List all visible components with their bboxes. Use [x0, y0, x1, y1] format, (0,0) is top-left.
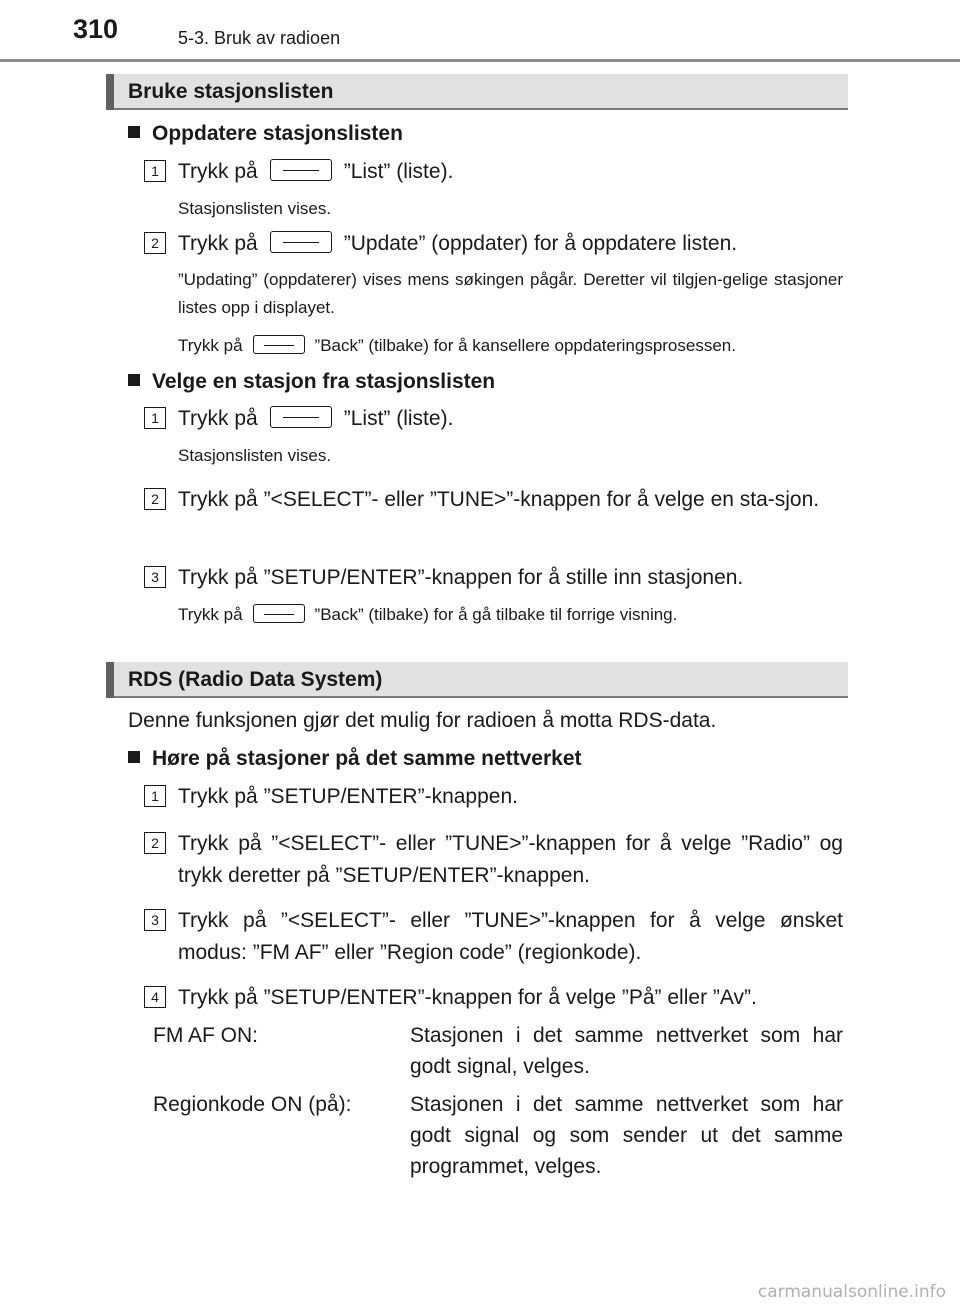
step-number: 1 [144, 160, 166, 182]
subheading-same-network [128, 747, 582, 771]
definition-term: FM AF ON: [153, 1024, 258, 1047]
section-bar-rds [106, 662, 848, 698]
section-title: Bruke stasjonslisten [128, 80, 334, 103]
step-text-pre: Trykk på [178, 160, 258, 183]
section-accent [106, 662, 114, 698]
note-text-post: ”Back” (tilbake) for å gå tilbake til forrige visning. [314, 605, 678, 624]
section-bar-station-list [106, 74, 848, 110]
step-text [178, 403, 843, 435]
step-number: 1 [144, 407, 166, 429]
step-note-back [178, 601, 843, 629]
watermark: carmanualsonline.info [757, 1282, 946, 1302]
rds-intro: Denne funksjonen gjør det mulig for radioen å motta RDS-data. [128, 709, 717, 732]
step-text-pre: Trykk på [178, 232, 258, 255]
step-note: ”Updating” (oppdaterer) vises mens søkingen pågår. Deretter vil tilgjen-gelige stasjoner listes opp i displayet. [178, 270, 843, 317]
step-text: Trykk på ”<SELECT”- eller ”TUNE>”-knappen for å velge en sta-sjon. [178, 488, 820, 511]
page-number: 310 [73, 14, 119, 44]
step-text [178, 228, 843, 260]
definition-term: Regionkode ON (på): [153, 1093, 352, 1116]
step-number: 3 [144, 566, 166, 588]
step-text: Trykk på ”<SELECT”- eller ”TUNE>”-knappen for å velge ”Radio” og trykk deretter på ”SETUP/ENTER”-knappen. [178, 832, 843, 887]
step-note: Stasjonslisten vises. [178, 199, 332, 218]
header-divider [0, 59, 960, 62]
button-icon [253, 335, 305, 354]
step-text: Trykk på ”SETUP/ENTER”-knappen for å velge ”På” eller ”Av”. [178, 986, 757, 1009]
step-text-pre: Trykk på [178, 407, 258, 430]
step-text: Trykk på ”SETUP/ENTER”-knappen for å stille inn stasjonen. [178, 566, 744, 589]
step-number: 2 [144, 488, 166, 510]
subheading-select-station [128, 370, 495, 394]
step-note: Stasjonslisten vises. [178, 446, 332, 465]
button-icon [253, 604, 305, 623]
subheading-text: Høre på stasjoner på det samme nettverket [152, 747, 582, 770]
step-number: 2 [144, 832, 166, 854]
step-number: 4 [144, 986, 166, 1008]
subheading-text: Oppdatere stasjonslisten [152, 122, 403, 145]
chapter-title: 5-3. Bruk av radioen [178, 28, 341, 48]
square-bullet-icon [128, 751, 140, 763]
square-bullet-icon [128, 126, 140, 138]
definition-description: Stasjonen i det samme nettverket som har godt signal og som sender ut det samme programmet, velges. [410, 1093, 843, 1178]
step-text: Trykk på ”<SELECT”- eller ”TUNE>”-knappen for å velge ønsket modus: ”FM AF” eller ”Region code” (regionkode). [178, 909, 843, 964]
button-icon [270, 159, 332, 181]
definition-description: Stasjonen i det samme nettverket som har godt signal, velges. [410, 1024, 843, 1078]
step-text-post: ”List” (liste). [343, 407, 454, 430]
step-text [178, 156, 843, 188]
step-text-post: ”Update” (oppdater) for å oppdatere listen. [343, 232, 738, 255]
note-text-post: ”Back” (tilbake) for å kansellere oppdateringsprosessen. [314, 336, 736, 355]
step-number: 3 [144, 909, 166, 931]
section-accent [106, 74, 114, 110]
button-icon [270, 231, 332, 253]
subheading-update-list [128, 122, 403, 146]
note-text-pre: Trykk på [178, 605, 243, 624]
step-text-post: ”List” (liste). [343, 160, 454, 183]
button-icon [270, 406, 332, 428]
step-text: Trykk på ”SETUP/ENTER”-knappen. [178, 785, 518, 808]
step-note-back [178, 332, 843, 360]
note-text-pre: Trykk på [178, 336, 243, 355]
step-number: 1 [144, 785, 166, 807]
section-title: RDS (Radio Data System) [128, 668, 383, 691]
subheading-text: Velge en stasjon fra stasjonslisten [152, 370, 496, 393]
square-bullet-icon [128, 374, 140, 386]
step-number: 2 [144, 232, 166, 254]
